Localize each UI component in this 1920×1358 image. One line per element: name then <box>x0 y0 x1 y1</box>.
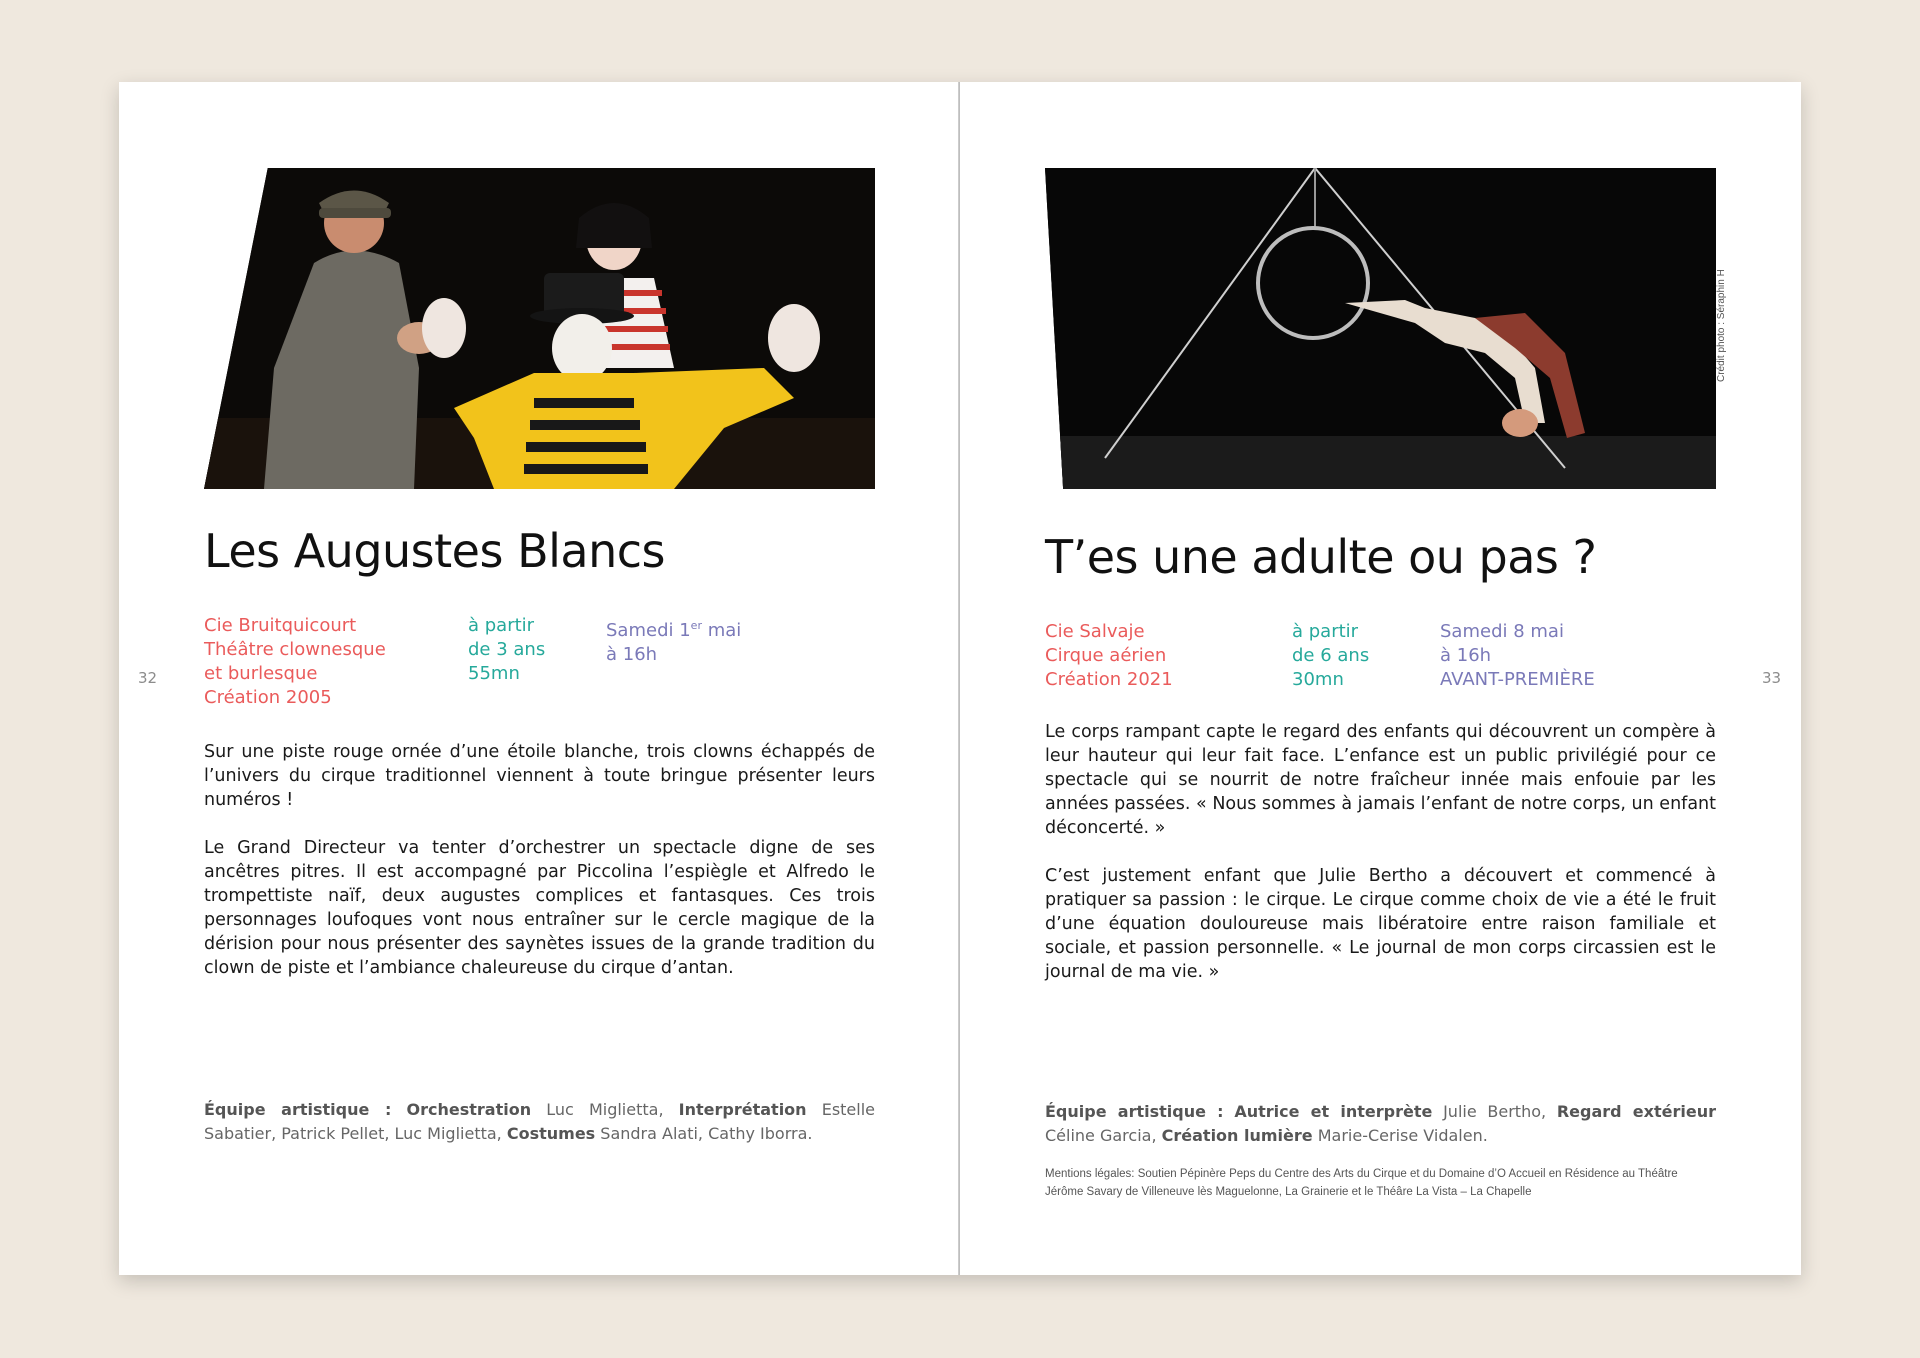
company-info <box>204 614 386 710</box>
credit-name: Estelle Sabatier, Patrick Pellet, Luc Miglietta, <box>204 1100 875 1143</box>
paragraph: C’est justement enfant que Julie Bertho a découvert et commencé à pratiquer sa passion : le cirque. Le cirque comme choix de vie a été le fruit d’une équation douloureuse mais libératoire entre raison familiale et sociale, et passion personnelle. « Le journal de mon corps circassien est le journal de ma vie. » <box>1045 866 1716 982</box>
clowns-photo <box>204 168 875 489</box>
credit-role: Autrice et interprète <box>1234 1102 1433 1121</box>
date-day: Samedi 1 <box>606 620 691 641</box>
clowns-illustration <box>204 168 875 489</box>
credit-name: Céline Garcia, <box>1045 1126 1157 1145</box>
audience-line: 55mn <box>468 663 520 684</box>
photo-credit: Crédit photo : Séraphin H <box>1716 269 1727 382</box>
audience-info <box>468 614 545 686</box>
time-line: à 16h <box>606 644 658 665</box>
aerial-photo <box>1045 168 1716 489</box>
legal-mentions: Mentions légales: Soutien Pépinère Peps du Centre des Arts du Cirque et du Domaine d’O Accueil en Résidence au Théâtre Jérôme Savary de Villeneuve lès Maguelonne, La Grainerie et le Théâre La Vista – La Chapelle <box>1045 1168 1678 1198</box>
credits <box>204 1098 875 1146</box>
paragraph: Le corps rampant capte le regard des enfants qui découvrent un compère à leur hauteur qui leur fait face. L’enfance est un public privilégié pour ce spectacle qui se nourrit de notre fraîcheur innée mais enfouie par les années passées. « Nous sommes à jamais l’enfant de notre corps, un enfant déconcerté. » <box>1045 722 1716 838</box>
credit-name: Luc Miglietta, <box>546 1100 664 1119</box>
credit-role: Orchestration <box>406 1100 532 1119</box>
audience-line: à partir <box>1292 621 1359 642</box>
date-month: mai <box>701 620 742 641</box>
credit-role: Interprétation <box>678 1100 807 1119</box>
right-page <box>960 82 1801 1275</box>
company-line: Cie Bruitquicourt <box>204 615 357 636</box>
company-info <box>1045 620 1173 692</box>
show-title: Les Augustes Blancs <box>204 524 666 578</box>
description <box>1045 720 1716 1008</box>
description <box>204 740 875 1004</box>
credits <box>1045 1100 1716 1148</box>
time-line: à 16h <box>1440 645 1492 666</box>
credit-role: Regard extérieur <box>1556 1102 1716 1121</box>
audience-line: 30mn <box>1292 669 1344 690</box>
audience-line: de 3 ans <box>468 639 546 660</box>
paragraph: Sur une piste rouge ornée d’une étoile blanche, trois clowns échappés de l’univers du cirque traditionnel viennent à toute bringue présenter leurs numéros ! <box>204 742 875 810</box>
company-line: Cie Salvaje <box>1045 621 1145 642</box>
show-title: T’es une adulte ou pas ? <box>1045 530 1597 584</box>
credit-role: Création lumière <box>1161 1126 1313 1145</box>
date-sup: er <box>690 619 702 632</box>
audience-line: de 6 ans <box>1292 645 1370 666</box>
audience-info <box>1292 620 1369 692</box>
credits-label: Équipe artistique : <box>1045 1102 1224 1121</box>
audience-line: à partir <box>468 615 535 636</box>
company-line: Théâtre clownesque <box>204 639 386 660</box>
page-number: 33 <box>1762 669 1782 687</box>
paragraph: Le Grand Directeur va tenter d’orchestrer un spectacle digne de ses ancêtres pitres. Il est accompagné par Piccolina l’espiègle et Alfredo le trompettiste naïf, deux augustes complices et fantasques. Ces trois personnages loufoques vont nous entraîner sur le cercle magique de la dérision pour nous présenter des saynètes issues de la grande tradition du clown de piste et l’ambiance chaleureuse du cirque d’antan. <box>204 838 875 978</box>
date-info <box>606 614 741 667</box>
date-info <box>1440 620 1595 692</box>
credit-name: Julie Bertho, <box>1443 1102 1547 1121</box>
date-line: Samedi 8 mai <box>1440 621 1564 642</box>
company-line: et burlesque <box>204 663 318 684</box>
credit-role: Costumes <box>506 1124 596 1143</box>
left-page <box>119 82 960 1275</box>
premiere-line: AVANT-PREMIÈRE <box>1440 669 1595 690</box>
credit-name: Marie-Cerise Vidalen. <box>1317 1126 1488 1145</box>
date-line <box>606 614 741 643</box>
credits-label: Équipe artistique : <box>204 1100 392 1119</box>
page-number: 32 <box>138 669 158 687</box>
company-line: Cirque aérien <box>1045 645 1167 666</box>
company-line: Création 2021 <box>1045 669 1173 690</box>
company-line: Création 2005 <box>204 687 332 708</box>
credit-name: Sandra Alati, Cathy Iborra. <box>600 1124 813 1143</box>
aerial-illustration <box>1045 168 1716 489</box>
brochure-spread <box>119 82 1801 1275</box>
